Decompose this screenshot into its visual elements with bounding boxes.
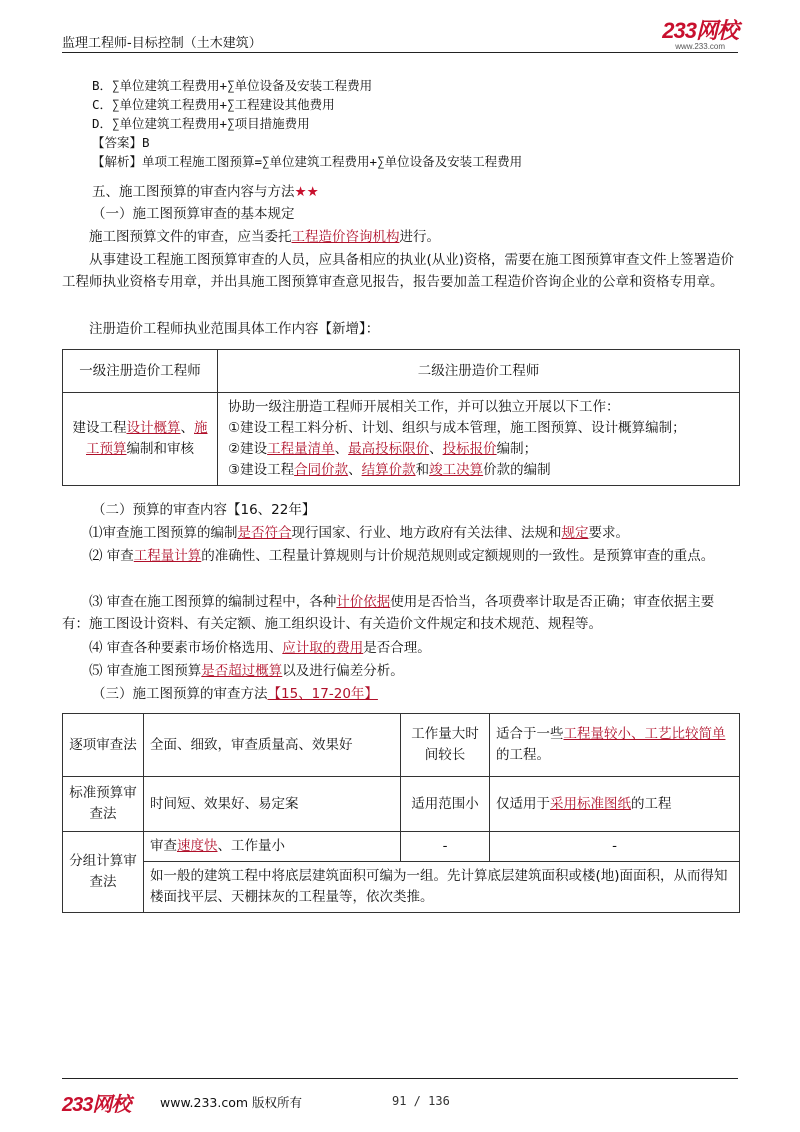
column-header: 二级注册造价工程师 bbox=[218, 350, 740, 393]
key-term: 投标报价 bbox=[442, 441, 497, 457]
key-term: 工程量较小、工艺比较简单 bbox=[563, 726, 726, 742]
method-cons-cell: - bbox=[401, 832, 490, 862]
paragraph-scope-intro: 注册造价工程师执业范围具体工作内容【新增】： bbox=[89, 321, 380, 337]
text-span: ③建设工程 bbox=[228, 462, 295, 478]
option-c: C．∑单位建筑工程费用+∑工程建设其他费用 bbox=[92, 97, 335, 112]
text-span: 是否合理。 bbox=[363, 640, 431, 656]
exam-years-tag: 【15、17-20年】 bbox=[267, 686, 378, 702]
method-cons-cell: 工作量大时间较长 bbox=[401, 714, 490, 777]
key-term: 设计概算 bbox=[126, 420, 181, 436]
text-span: 现行国家、行业、地方政府有关法律、法规和 bbox=[291, 525, 562, 541]
review-item-3 bbox=[62, 591, 740, 635]
text-span: 、 bbox=[348, 462, 362, 478]
method-scope-cell bbox=[490, 714, 740, 777]
text-line: 协助一级注册造工程师开展相关工作，并可以独立开展以下工作： bbox=[228, 399, 620, 415]
method-pros-cell: 全面、细致，审查质量高、效果好 bbox=[144, 714, 401, 777]
text-span: 建设工程 bbox=[72, 420, 127, 436]
text-span: 要求。 bbox=[588, 525, 629, 541]
text-span: 编制； bbox=[496, 441, 538, 457]
brand-logo bbox=[662, 20, 738, 51]
key-term: 应计取的费用 bbox=[282, 640, 364, 656]
text-span: 施工图预算文件的审查，应当委托 bbox=[89, 229, 292, 245]
text-span: 的准确性、工程量计算规则与计价规范规则或定额规则的一致性。是预算审查的重点。 bbox=[201, 548, 715, 564]
key-term: 是否超过概算 bbox=[201, 663, 283, 679]
section-heading bbox=[92, 181, 770, 203]
method-scope-cell: - bbox=[490, 832, 740, 862]
method-name-cell: 标准预算审查法 bbox=[63, 777, 144, 832]
document-header-title: 监理工程师-目标控制（土木建筑） bbox=[62, 36, 262, 51]
analysis-line: 【解析】单项工程施工图预算=∑单位建筑工程费用+∑单位设备及安装工程费用 bbox=[92, 154, 523, 169]
option-b: B．∑单位建筑工程费用+∑单位设备及安装工程费用 bbox=[92, 78, 373, 93]
text-span: 、 bbox=[180, 420, 194, 436]
subheading-review-content: （二）预算的审查内容【16、22年】 bbox=[92, 502, 316, 518]
engineer-scope-table bbox=[62, 349, 740, 486]
option-d: D．∑单位建筑工程费用+∑项目措施费用 bbox=[92, 116, 310, 131]
text-span: 的工程 bbox=[631, 795, 672, 812]
section-heading-text: 五、施工图预算的审查内容与方法 bbox=[92, 184, 295, 200]
logo-sub-text: www.233.com bbox=[675, 42, 726, 51]
key-term: 采用标准图纸 bbox=[550, 795, 631, 812]
text-span: 审查 bbox=[150, 838, 177, 854]
method-name-cell: 分组计算审查法 bbox=[63, 832, 144, 913]
text-span: （三）施工图预算的审查方法 bbox=[92, 686, 268, 702]
method-note-cell: 如一般的建筑工程中将底层建筑面积可编为一组。先计算底层建筑面积或楼(地)面面积，从而得知楼面找平层、天棚抹灰的工程量等，依次类推。 bbox=[144, 862, 740, 913]
paragraph-qualification: 从事建设工程施工图预算审查的人员，应具备相应的执业(从业)资格，需要在施工图预算审查文件上签署造价工程师执业资格专用章，并出具施工图预算审查意见报告，报告要加盖工程造价咨询企业的公章和资格专用章。 bbox=[62, 252, 735, 290]
review-item-1 bbox=[62, 522, 740, 544]
text-span: 、工作量小 bbox=[217, 838, 285, 854]
method-scope-cell bbox=[490, 777, 740, 832]
key-term: 规定 bbox=[561, 525, 589, 541]
text-span: ⑵ 审查 bbox=[89, 548, 134, 564]
table-row bbox=[63, 714, 740, 777]
text-span: 价款的编制 bbox=[483, 462, 551, 478]
review-item-2 bbox=[62, 545, 740, 567]
text-line bbox=[228, 439, 729, 460]
importance-stars: ★★ bbox=[294, 184, 319, 200]
footer-divider bbox=[62, 1078, 738, 1079]
text-span: 编制和审核 bbox=[126, 441, 194, 457]
text-span: ⑸ 审查施工图预算 bbox=[89, 663, 202, 679]
method-pros-cell: 时间短、效果好、易定案 bbox=[144, 777, 401, 832]
footer-logo: 233网校 bbox=[62, 1094, 131, 1116]
table-row bbox=[63, 832, 740, 862]
key-term: 施工预算 bbox=[86, 420, 208, 457]
text-span: 、 bbox=[429, 441, 443, 457]
answer-line: 【答案】B bbox=[92, 135, 150, 150]
header-divider bbox=[62, 52, 738, 53]
page-number: 91 / 136 bbox=[392, 1094, 450, 1108]
key-term: 工程量清单 bbox=[267, 441, 335, 457]
text-span: 和 bbox=[415, 462, 430, 478]
subheading-review-methods bbox=[92, 683, 770, 705]
review-item-4 bbox=[62, 637, 740, 659]
text-span: ⑷ 审查各种要素市场价格选用、 bbox=[89, 640, 283, 656]
table-row bbox=[63, 393, 740, 486]
text-span: 进行。 bbox=[399, 229, 440, 245]
table-cell bbox=[218, 393, 740, 486]
text-span: 以及进行偏差分析。 bbox=[282, 663, 404, 679]
key-term: 计价依据 bbox=[336, 594, 391, 610]
key-term: 工程量计算 bbox=[133, 548, 202, 564]
text-line: ①建设工程工料分析、计划、组织与成本管理，施工图预算、设计概算编制； bbox=[228, 420, 686, 436]
key-term: 工程造价咨询机构 bbox=[291, 229, 400, 245]
footer-copyright: www.233.com 版权所有 bbox=[160, 1095, 302, 1110]
table-cell bbox=[63, 393, 218, 486]
key-term: 结算价款 bbox=[361, 462, 416, 478]
text-span: 、 bbox=[334, 441, 349, 457]
text-span: 仅适用于 bbox=[496, 795, 550, 812]
key-term: 竣工决算 bbox=[429, 462, 484, 478]
table-row bbox=[63, 862, 740, 913]
method-name-cell: 逐项审查法 bbox=[63, 714, 144, 777]
method-cons-cell: 适用范围小 bbox=[401, 777, 490, 832]
logo-main-text: 233网校 bbox=[662, 18, 738, 43]
review-methods-table bbox=[62, 713, 740, 913]
table-row bbox=[63, 777, 740, 832]
text-span: 的工程。 bbox=[496, 747, 550, 763]
text-span: ⑶ 审查在施工图预算的编制过程中，各种 bbox=[89, 594, 337, 610]
text-span: 使用是否恰当，各项费率计取是否正确；审查依据主要有：施工图设计资料、有关定额、施工组织设计、有关造价文件规定和技术规范、规程等。 bbox=[62, 594, 715, 632]
key-term: 最高投标限价 bbox=[348, 441, 430, 457]
review-item-5 bbox=[62, 660, 740, 682]
text-span: ②建设 bbox=[228, 441, 268, 457]
subheading-basic-rules: （一）施工图预算审查的基本规定 bbox=[92, 206, 295, 222]
column-header: 一级注册造价工程师 bbox=[63, 350, 218, 393]
paragraph-entrust bbox=[62, 226, 740, 248]
method-pros-cell bbox=[144, 832, 401, 862]
key-term: 是否符合 bbox=[237, 525, 292, 541]
text-span: ⑴审查施工图预算的编制 bbox=[89, 525, 238, 541]
key-term: 速度快 bbox=[177, 838, 218, 854]
key-term: 合同价款 bbox=[294, 462, 349, 478]
text-span: 适合于一些 bbox=[496, 726, 564, 742]
table-header-row bbox=[63, 350, 740, 393]
text-line bbox=[228, 460, 729, 481]
